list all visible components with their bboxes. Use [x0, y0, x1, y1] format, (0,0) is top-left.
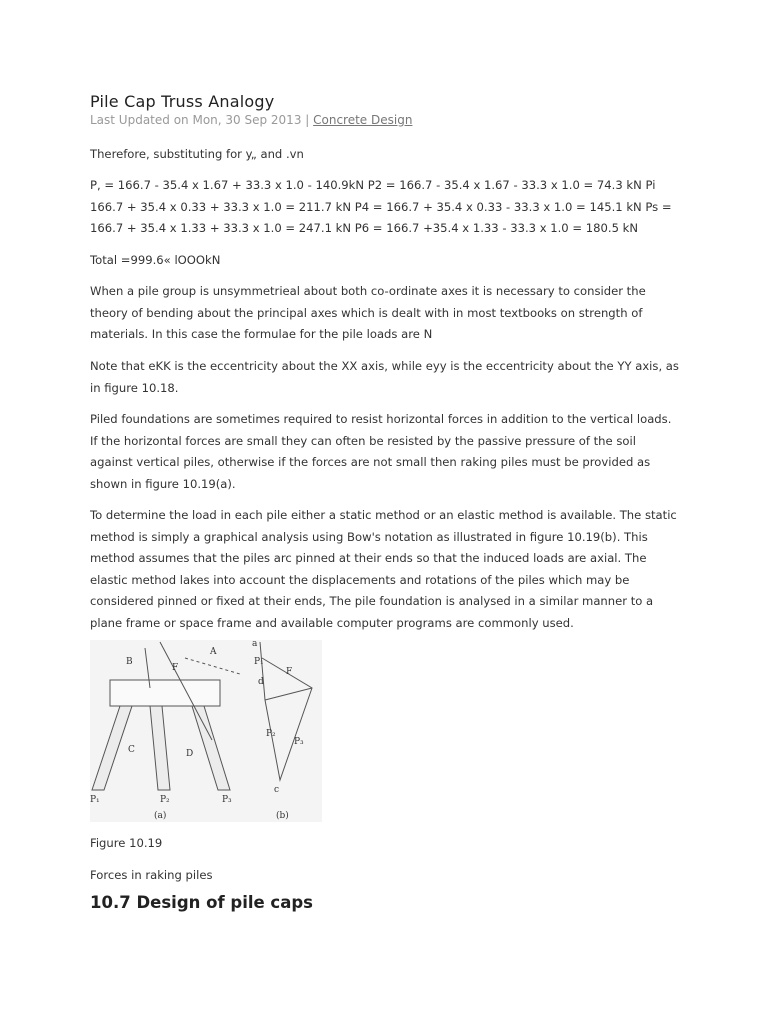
fig-label-b-caption: (b): [276, 811, 289, 821]
last-updated: Last Updated on Mon, 30 Sep 2013 |: [90, 113, 314, 127]
fig-b-label-P1: P₁: [254, 657, 264, 667]
fig-label-D: D: [186, 749, 194, 759]
fig-label-P3: P₃: [222, 795, 232, 805]
paragraph-intro: Therefore, substituting for y„ and .vn: [90, 147, 304, 161]
paragraph-equations: P, = 166.7 - 35.4 x 1.67 + 33.3 x 1.0 - 140.9kN P2 = 166.7 - 35.4 x 1.67 - 33.3 x 1.0 = 74.3 kN Pi 166.7 + 35.4 x 0.33 + 33.3 x 1.0 = 211.7 kN P4 = 166.7 + 35.4 x 0.33 - 33.3 x 1.0 = 145.1 kN Ps = 166.7 + 35.4 x 1.33 + 33.3 x 1.0 = 247.1 kN P6 = 166.7 +35.4 x 1.33 - 33.3 x 1.0 = 180.5 kN: [90, 178, 672, 235]
fig-b-label-P2: P₂: [266, 729, 276, 739]
fig-label-C: C: [128, 745, 135, 755]
section-heading: 10.7 Design of pile caps: [90, 893, 313, 912]
fig-b-label-c: c: [274, 785, 280, 795]
fig-label-P2: P₂: [160, 795, 170, 805]
fig-b-label-a: a: [252, 640, 258, 649]
paragraph-raking-piles: Piled foundations are sometimes required to resist horizontal forces in addition to the vertical loads. If the horizontal forces are small they can often be resisted by the passive pressure of the soil against vertical piles, otherwise if the forces are not small then raking piles must be provided as shown in figure 10.19(a).: [90, 412, 672, 491]
fig-b-label-P3: P₃: [294, 737, 304, 747]
figure-caption: Figure 10.19: [90, 836, 163, 850]
fig-b-label-F: F: [286, 667, 293, 677]
paragraph-total: Total =999.6« lOOOkN: [90, 253, 221, 267]
fig-label-A: A: [210, 647, 217, 657]
article-meta: [90, 113, 412, 127]
paragraph-methods: To determine the load in each pile either a static method or an elastic method is available. The static method is simply a graphical analysis using Bow's notation as illustrated in figure 10.19(b). This method assumes that the piles arc pinned at their ends so that the induced loads are axial. The elastic method lakes into account the displacements and rotations of the piles which may be considered pinned or fixed at their ends, The pile foundation is analysed in a similar manner to a plane frame or space frame and available computer programs are commonly used.: [90, 508, 677, 630]
figure-10-19-image: [90, 640, 322, 822]
category-link[interactable]: Concrete Design: [313, 113, 413, 127]
page-title: Pile Cap Truss Analogy: [90, 92, 275, 111]
fig-b-label-d: d: [258, 677, 264, 687]
paragraph-eccentricity: Note that eKK is the eccentricity about the XX axis, while eyy is the eccentricity about the YY axis, as in figure 10.18.: [90, 359, 679, 395]
paragraph-unsymmetrical: When a pile group is unsymmetrieal about both co-ordinate axes it is necessary to consider the theory of bending about the principal axes which is dealt with in most textbooks on strength of materials. In this case the formulae for the pile loads are N: [90, 284, 646, 341]
figure-subcaption: Forces in raking piles: [90, 868, 213, 882]
fig-label-P1: P₁: [90, 795, 100, 805]
fig-label-a-caption: (a): [154, 811, 167, 821]
fig-label-F: F: [172, 663, 179, 673]
fig-label-B: B: [126, 657, 133, 667]
